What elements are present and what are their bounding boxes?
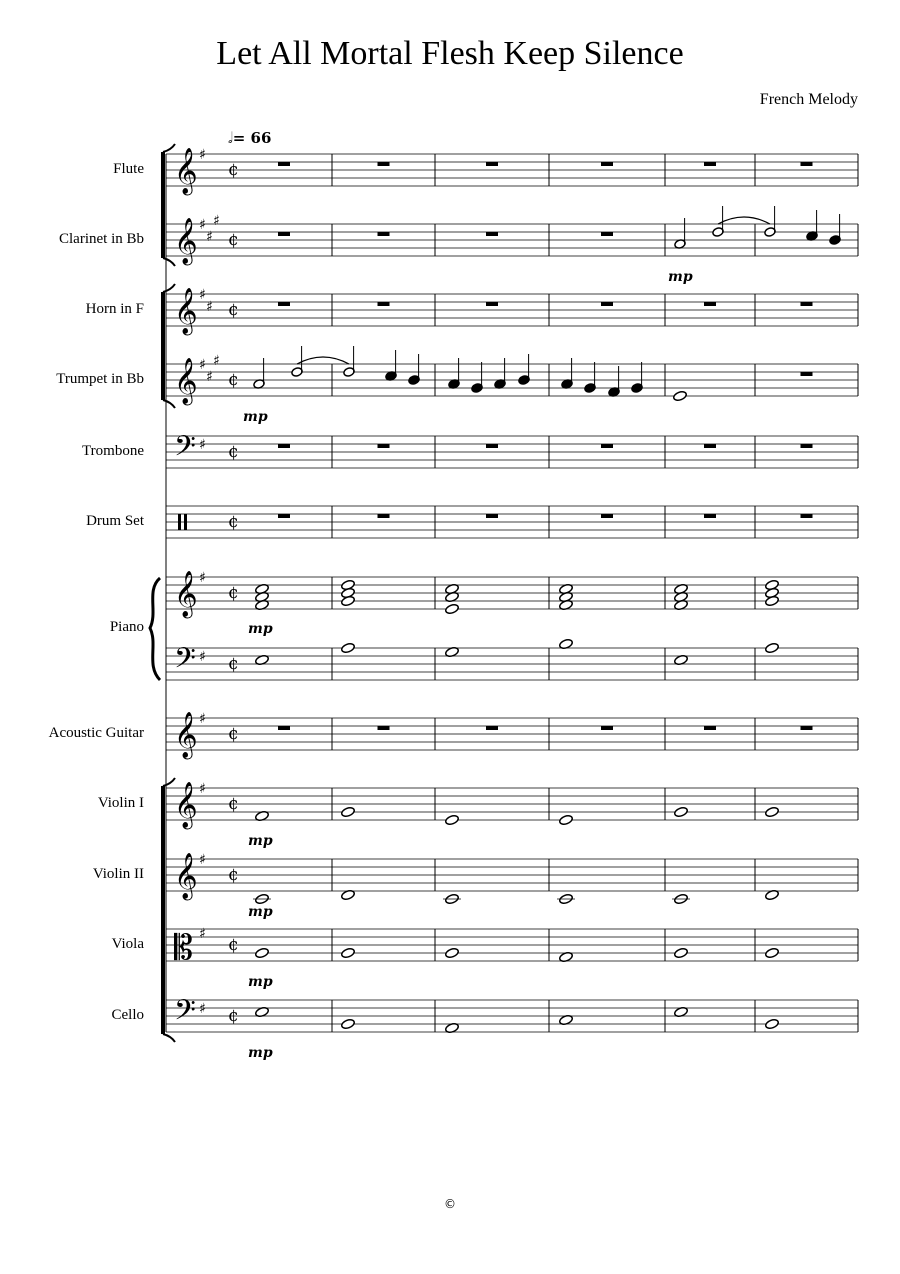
clef-icon: 𝄞: [174, 782, 198, 828]
staff: [166, 147, 858, 196]
copyright-notice: ©: [444, 1197, 456, 1211]
cut-time-icon: ¢: [228, 370, 239, 390]
dynamic-mark: mp: [248, 974, 273, 990]
clef-icon: 𝄞: [174, 712, 198, 758]
sharp-icon: ♯: [199, 852, 206, 868]
whole-rest-icon: [278, 302, 290, 306]
score-title: Let All Mortal Flesh Keep Silence: [216, 35, 684, 72]
note-head: [674, 947, 689, 959]
whole-rest-icon: [704, 514, 716, 518]
system-bracket: [161, 292, 165, 400]
label-clarinet: Clarinet in Bb: [59, 231, 144, 247]
dynamic-mark: mp: [248, 833, 273, 849]
whole-rest-icon: [601, 232, 613, 236]
whole-rest-icon: [801, 726, 813, 730]
staff: [166, 781, 858, 830]
label-violin-2: Violin II: [92, 866, 144, 882]
whole-rest-icon: [378, 444, 390, 448]
sharp-icon: ♯: [199, 147, 206, 163]
dynamic-mark: mp: [248, 1045, 273, 1061]
system-bracket: [161, 152, 165, 258]
note-head: [674, 806, 689, 818]
label-piano: Piano: [109, 619, 144, 635]
note-head: [255, 947, 270, 959]
whole-rest-icon: [704, 162, 716, 166]
staff: [166, 506, 858, 538]
cut-time-icon: ¢: [228, 442, 239, 462]
note-head: [445, 814, 460, 826]
clef-icon: 𝄢: [174, 642, 196, 682]
whole-rest-icon: [486, 162, 498, 166]
sharp-icon: ♯: [199, 1001, 206, 1017]
note-head: [673, 390, 688, 402]
dynamic-mark: mp: [668, 269, 693, 285]
cut-time-icon: ¢: [228, 865, 239, 885]
cut-time-icon: ¢: [228, 583, 239, 603]
note-head: [765, 642, 780, 654]
whole-rest-icon: [601, 162, 613, 166]
label-drum-set: Drum Set: [86, 513, 144, 529]
sharp-icon: ♯: [199, 649, 206, 665]
whole-rest-icon: [704, 302, 716, 306]
label-horn: Horn in F: [85, 301, 144, 317]
whole-rest-icon: [378, 514, 390, 518]
cut-time-icon: ¢: [228, 300, 239, 320]
note-head: [765, 1018, 780, 1030]
whole-rest-icon: [278, 726, 290, 730]
cut-time-icon: ¢: [228, 230, 239, 250]
label-acoustic-guitar: Acoustic Guitar: [48, 725, 144, 741]
whole-rest-icon: [801, 444, 813, 448]
tie: [718, 217, 770, 224]
clef-icon: 𝄞: [174, 218, 198, 264]
cut-time-icon: ¢: [228, 512, 239, 532]
note-head: [341, 642, 356, 654]
whole-rest-icon: [486, 302, 498, 306]
whole-rest-icon: [704, 726, 716, 730]
sharp-icon: ♯: [213, 353, 220, 369]
whole-rest-icon: [486, 232, 498, 236]
whole-rest-icon: [278, 514, 290, 518]
sharp-icon: ♯: [206, 299, 213, 315]
whole-rest-icon: [601, 302, 613, 306]
whole-rest-icon: [378, 302, 390, 306]
label-violin-1: Violin I: [97, 795, 144, 811]
cut-time-icon: ¢: [228, 724, 239, 744]
whole-rest-icon: [704, 444, 716, 448]
sharp-icon: ♯: [213, 213, 220, 229]
clef-icon: 𝄞: [174, 148, 198, 194]
staff: [166, 213, 858, 266]
whole-rest-icon: [278, 444, 290, 448]
whole-rest-icon: [601, 726, 613, 730]
clef-icon: 𝄢: [174, 430, 196, 470]
cut-time-icon: ¢: [228, 1006, 239, 1026]
clef-icon: 𝄞: [174, 853, 198, 899]
tempo-value: = 66: [232, 129, 272, 147]
sharp-icon: ♯: [199, 926, 206, 942]
whole-rest-icon: [486, 444, 498, 448]
label-trombone: Trombone: [82, 443, 144, 459]
clef-icon: 𝄞: [174, 288, 198, 334]
dynamic-mark: mp: [243, 409, 268, 425]
staff: [166, 852, 858, 901]
whole-rest-icon: [801, 372, 813, 376]
staff: [166, 642, 858, 682]
note-head: [445, 603, 460, 615]
staff: [166, 711, 858, 760]
cut-time-icon: ¢: [228, 794, 239, 814]
cut-time-icon: ¢: [228, 935, 239, 955]
piano-brace-icon: [150, 578, 160, 680]
whole-rest-icon: [278, 162, 290, 166]
clef-icon: 𝄞: [174, 358, 198, 404]
sharp-icon: ♯: [199, 217, 206, 233]
sharp-icon: ♯: [199, 287, 206, 303]
whole-rest-icon: [801, 514, 813, 518]
label-cello: Cello: [111, 1007, 144, 1023]
whole-rest-icon: [601, 444, 613, 448]
tie: [297, 357, 349, 364]
sharp-icon: ♯: [199, 437, 206, 453]
composer-credit: French Melody: [759, 91, 858, 108]
note-head: [341, 947, 356, 959]
note-head: [341, 1018, 356, 1030]
note-head: [341, 806, 356, 818]
system-bracket: [161, 786, 165, 1034]
label-flute: Flute: [113, 161, 144, 177]
sharp-icon: ♯: [206, 229, 213, 245]
sharp-icon: ♯: [199, 711, 206, 727]
whole-rest-icon: [601, 514, 613, 518]
staff: [166, 287, 858, 336]
note-head: [559, 814, 574, 826]
staff: [166, 994, 858, 1034]
sharp-icon: ♯: [206, 369, 213, 385]
clef-icon: 𝄞: [174, 571, 198, 617]
note-head: [445, 947, 460, 959]
note-head: [765, 806, 780, 818]
staff: [166, 353, 858, 406]
sharp-icon: ♯: [199, 570, 206, 586]
staff: [166, 430, 858, 470]
percussion-clef-icon: [184, 514, 187, 530]
label-viola: Viola: [111, 936, 144, 952]
staff: [166, 570, 858, 619]
whole-rest-icon: [378, 726, 390, 730]
dynamic-mark: mp: [248, 621, 273, 637]
whole-rest-icon: [278, 232, 290, 236]
whole-rest-icon: [486, 726, 498, 730]
bracket-hook: [163, 1034, 175, 1042]
note-head: [765, 947, 780, 959]
whole-rest-icon: [801, 162, 813, 166]
label-trumpet: Trumpet in Bb: [56, 371, 144, 387]
whole-rest-icon: [378, 162, 390, 166]
half-note-icon: 𝅗𝅥: [228, 129, 233, 147]
clef-icon: 𝄡: [174, 928, 193, 968]
sharp-icon: ♯: [199, 357, 206, 373]
whole-rest-icon: [486, 514, 498, 518]
percussion-clef-icon: [178, 514, 181, 530]
clef-icon: 𝄢: [174, 994, 196, 1034]
cut-time-icon: ¢: [228, 160, 239, 180]
whole-rest-icon: [378, 232, 390, 236]
cut-time-icon: ¢: [228, 654, 239, 674]
dynamic-mark: mp: [248, 904, 273, 920]
staff: [166, 926, 858, 968]
sharp-icon: ♯: [199, 781, 206, 797]
whole-rest-icon: [801, 302, 813, 306]
